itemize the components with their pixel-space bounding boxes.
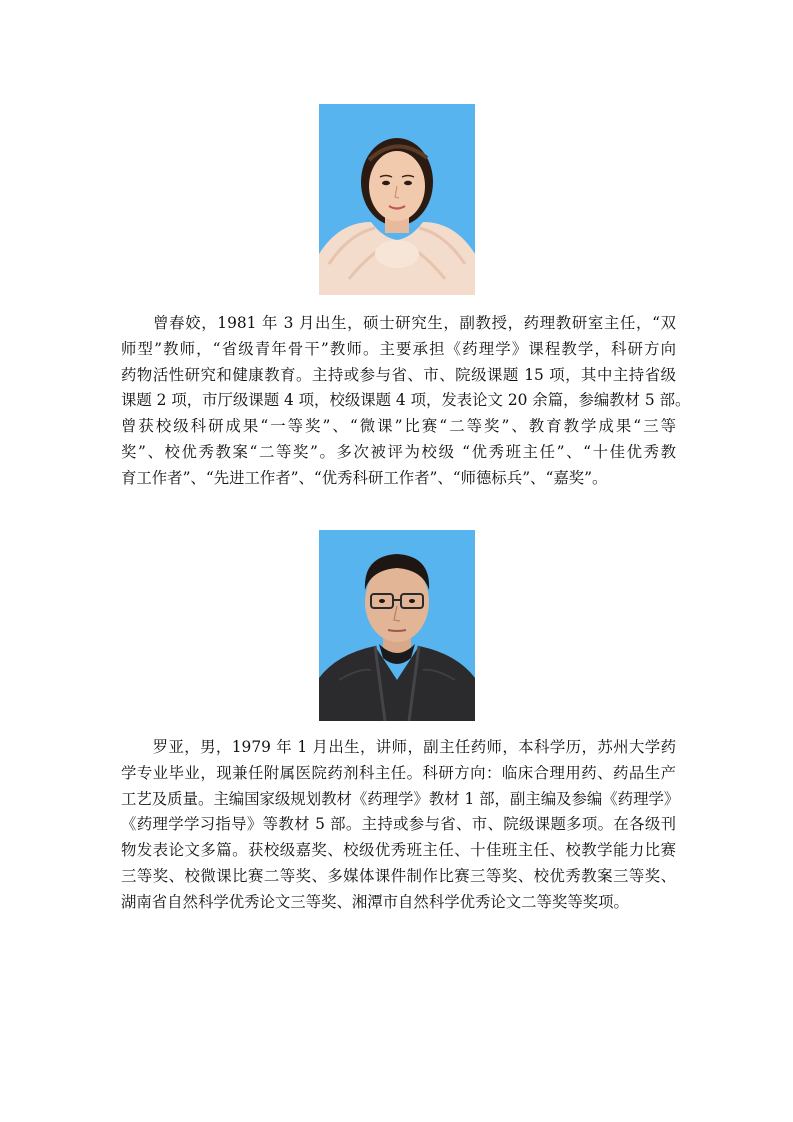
biography-line: 育工作者”、“先进工作者”、“优秀科研工作者”、“师德标兵”、“嘉奖”。: [121, 468, 608, 487]
biography-line: 罗亚，男，1979 年 1 月出生，讲师，副主任药师，本科学历，苏州大学药: [121, 738, 676, 756]
biography-paragraph: [121, 311, 691, 492]
biography-line: 学专业毕业，现兼任附属医院药剂科主任。科研方向：临床合理用药、药品生产: [121, 763, 676, 782]
biography-line: 曾获校级科研成果“一等奖”、“微课”比赛“二等奖”、教育教学成果“三等: [121, 417, 676, 436]
biography-paragraph: [121, 735, 680, 916]
biography-line: 工艺及质量。主编国家级规划教材《药理学》教材 1 部，副主编及参编《药理学》: [121, 789, 680, 808]
portrait-photo: [319, 104, 475, 295]
biography-line: 物发表论文多篇。获校级嘉奖、校级优秀班主任、十佳班主任、校教学能力比赛: [121, 841, 676, 860]
biography-line: 《药理学学习指导》等教材 5 部。主持或参与省、市、院级课题多项。在各级刊: [121, 815, 676, 834]
biography-line: 三等奖、校微课比赛二等奖、多媒体课件制作比赛三等奖、校优秀教案三等奖、: [121, 866, 676, 885]
biography-line: 曾春姣，1981 年 3 月出生，硕士研究生，副教授，药理教研室主任，“双: [121, 314, 676, 332]
biography-line: 湖南省自然科学优秀论文三等奖、湘潭市自然科学优秀论文二等奖等奖项。: [121, 892, 629, 911]
biography-line: 奖”、校优秀教案“二等奖”。多次被评为校级 “优秀班主任”、“十佳优秀教: [121, 442, 676, 461]
biography-line: 师型”教师，“省级青年骨干”教师。主要承担《药理学》课程教学，科研方向: [121, 339, 676, 358]
biography-line: 课题 2 项，市厅级课题 4 项，校级课题 4 项，发表论文 20 余篇，参编教材 5 部。: [121, 391, 691, 410]
portrait-photo: [319, 530, 475, 721]
biography-line: 药物活性研究和健康教育。主持或参与省、市、院级课题 15 项，其中主持省级: [121, 365, 676, 384]
